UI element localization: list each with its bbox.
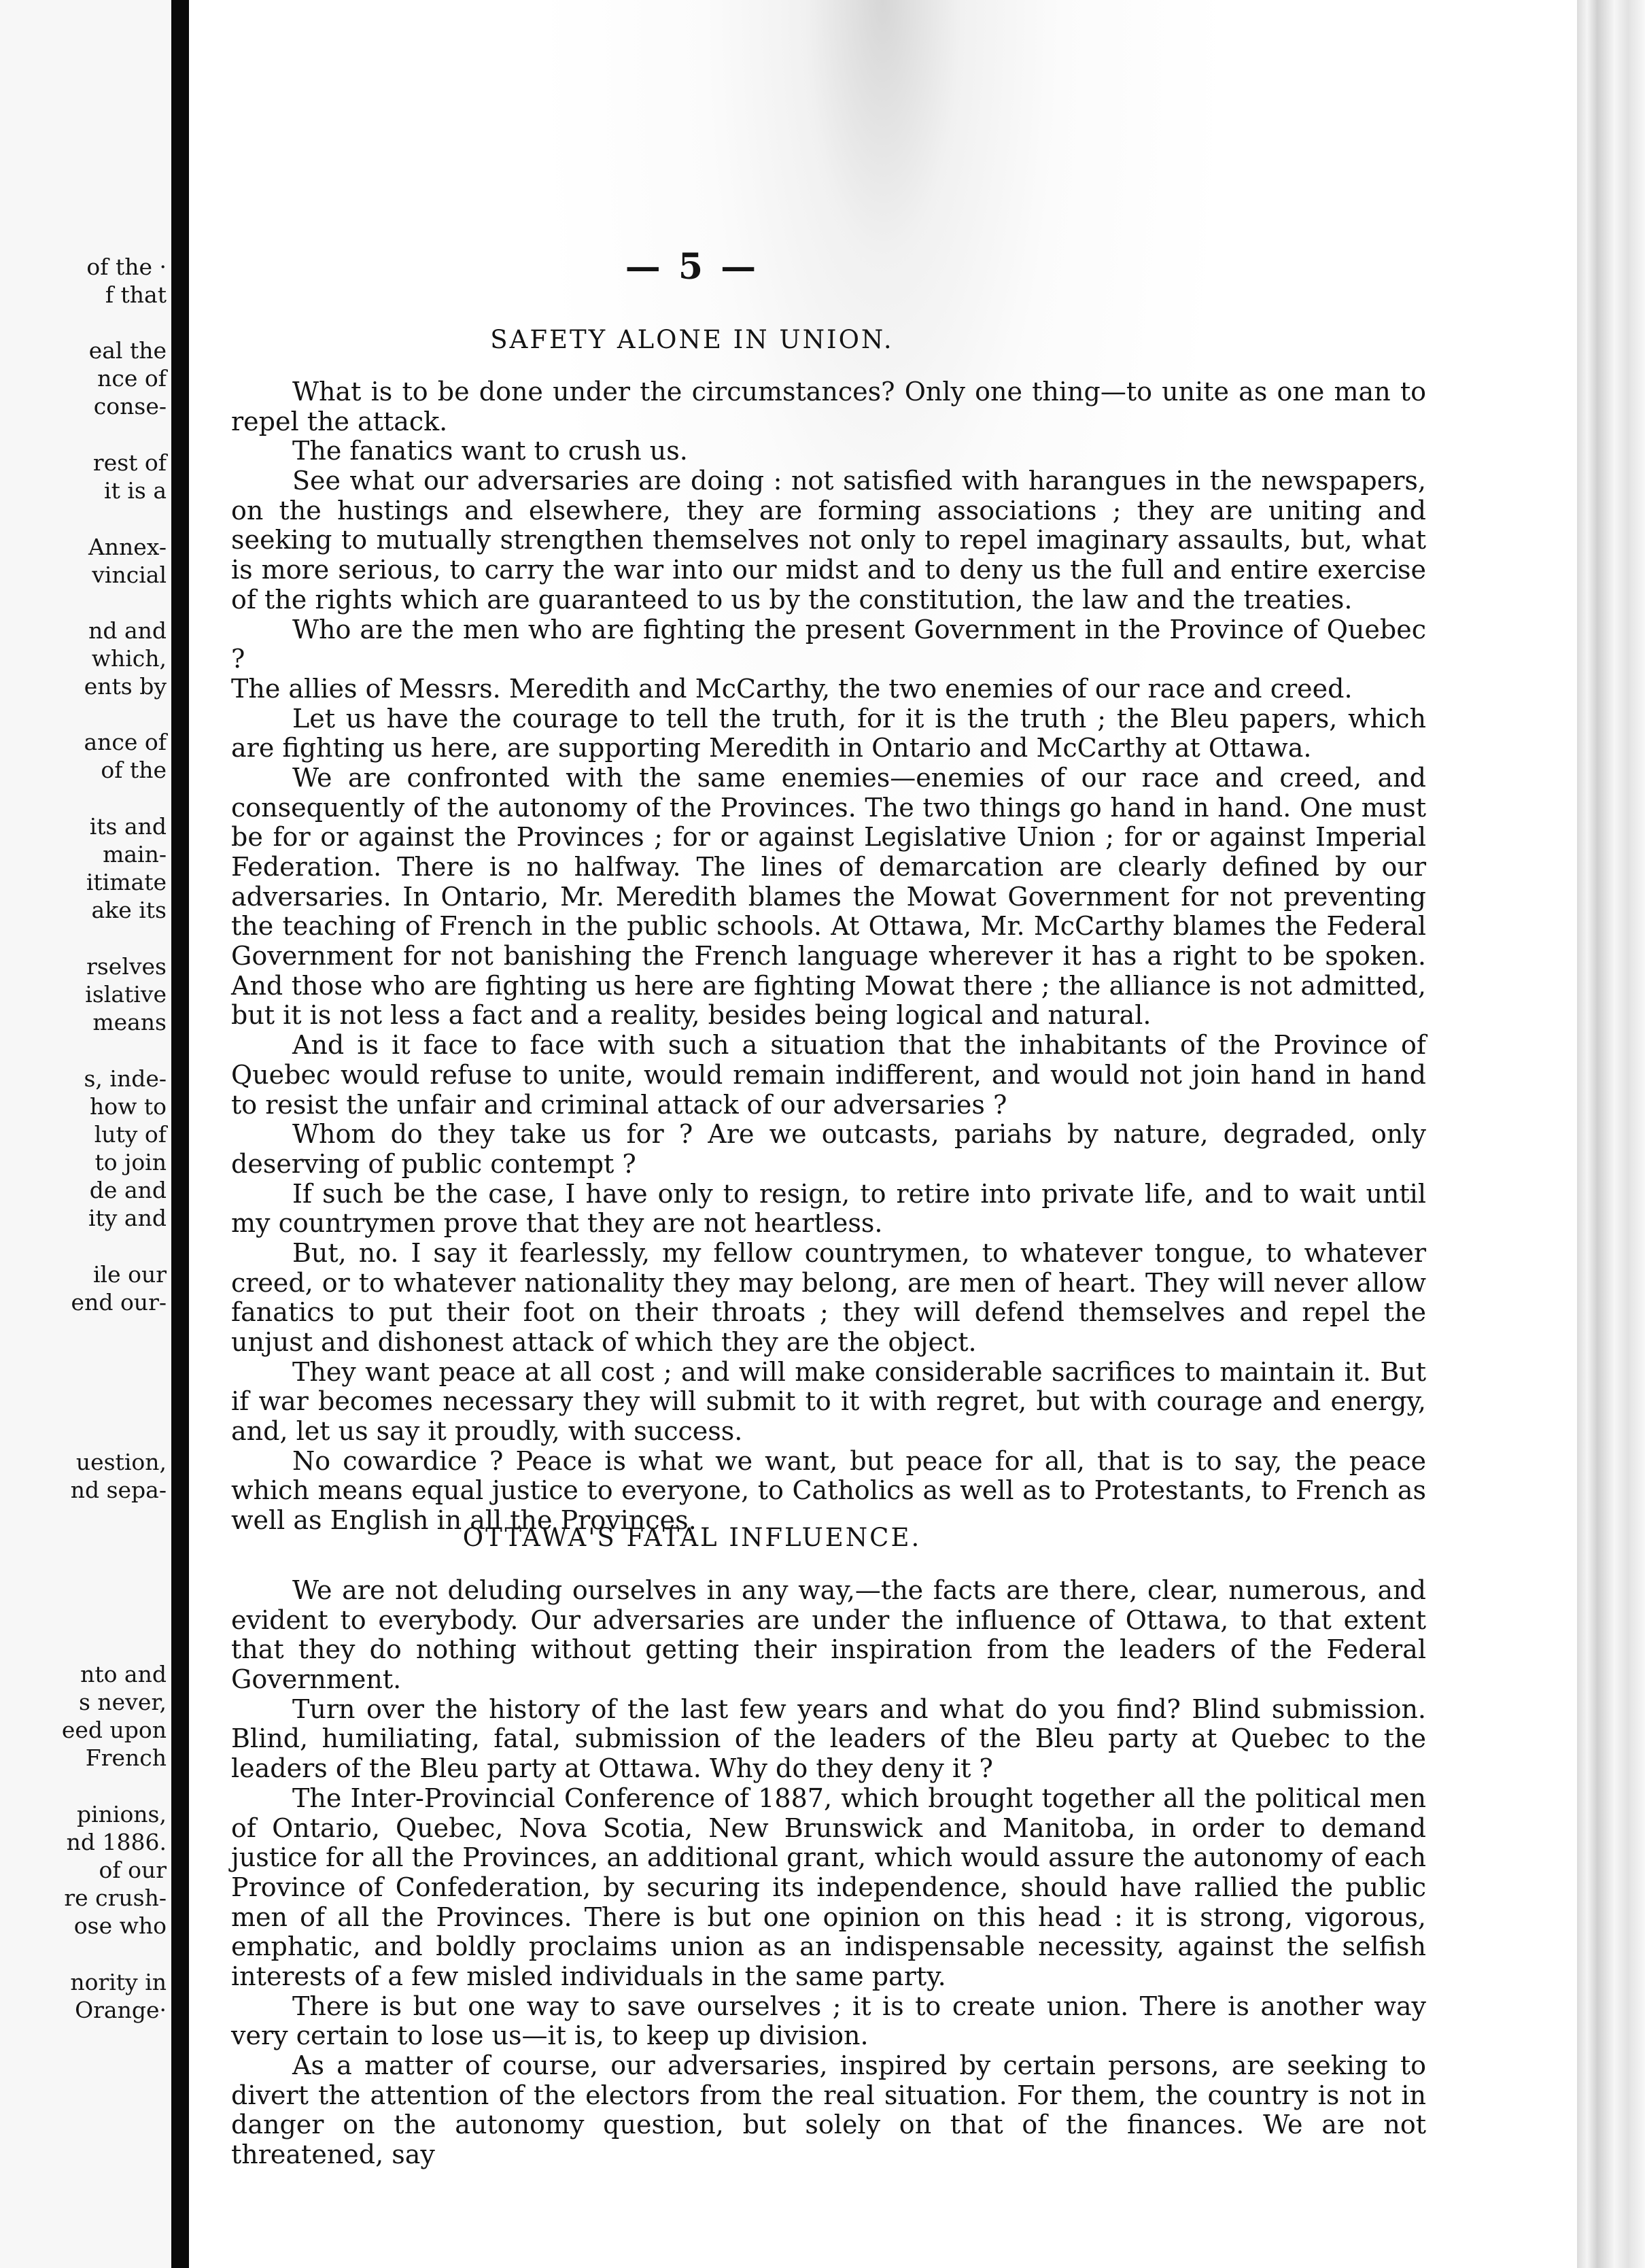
facing-page-line: ose who bbox=[73, 1912, 167, 1939]
facing-page-line: main- bbox=[103, 841, 167, 867]
facing-page-line: means bbox=[92, 1009, 167, 1035]
section-body-ottawa bbox=[231, 1576, 1426, 2170]
facing-page-line: Orange· bbox=[75, 1997, 167, 2023]
facing-page-line: ile our bbox=[92, 1261, 167, 1288]
facing-page-line: ake its bbox=[91, 897, 167, 923]
facing-page-line: conse- bbox=[93, 393, 167, 419]
paragraph: We are confronted with the same enemies—enemies of our race and creed, and consequently of the autonomy of the Provinces. The two things go hand in hand. One must be for or against the Provinces ; for or against Legislative Union ; for or against Imperial Federation. There is no halfway. The lines of demarcation are clearly defined by our adversaries. In Ontario, Mr. Meredith blames the Mowat Government for not preventing the teaching of French in the public schools. At Ottawa, Mr. McCarthy blames the Federal Government for not banishing the French language wherever it has a right to be spoken. And those who are fighting us here are fighting Mowat there ; the alliance is not admitted, but it is not less a fact and a reality, besides being logical and natural. bbox=[231, 762, 1426, 1031]
facing-page-line: rselves bbox=[86, 953, 167, 980]
facing-page-line: nto and bbox=[80, 1661, 167, 1687]
section-heading-ottawa: OTTAWA'S FATAL INFLUENCE. bbox=[462, 1523, 922, 1552]
page-number: — 5 — bbox=[625, 246, 759, 288]
section-heading-safety: SAFETY ALONE IN UNION. bbox=[490, 325, 894, 354]
facing-page-line: uestion, bbox=[75, 1449, 167, 1475]
section-body-safety bbox=[231, 377, 1426, 1536]
facing-page-line: nd and bbox=[88, 617, 167, 644]
paragraph: See what our adversaries are doing : not satisfied with harangues in the newspapers, on the hustings and elsewhere, they are forming associations ; they are uniting and seeking to mutually strengthen themselves not only to repel imaginary assaults, but, what is more serious, to carry the war into our midst and to deny us the full and entire exercise of the rights which are guaranteed to us by the constitution, the law and the treaties. bbox=[231, 466, 1426, 615]
facing-page-line: islative bbox=[85, 981, 167, 1008]
paragraph: The allies of Messrs. Meredith and McCarthy, the two enemies of our race and creed. bbox=[231, 673, 1353, 704]
paragraph: No cowardice ? Peace is what we want, but peace for all, that is to say, the peace which means equal justice to everyone, to Catholics as well as to Protestants, to French as well as English in all the Provinces. bbox=[231, 1445, 1426, 1536]
facing-page-line: s never, bbox=[78, 1689, 167, 1715]
book-gutter bbox=[171, 0, 189, 2268]
paragraph: Whom do they take us for ? Are we outcasts, pariahs by nature, degraded, only deserving of public contempt ? bbox=[231, 1119, 1426, 1179]
facing-page-line: nority in bbox=[70, 1969, 167, 1995]
facing-page-line: rest of bbox=[92, 449, 167, 476]
facing-page-line: which, bbox=[91, 645, 167, 672]
facing-page-line: de and bbox=[89, 1177, 167, 1203]
paragraph: Who are the men who are fighting the present Government in the Province of Quebec ? bbox=[231, 614, 1426, 674]
facing-page-line: its and bbox=[89, 813, 167, 840]
facing-page-line: of the bbox=[101, 757, 167, 783]
paragraph: The Inter-Provincial Conference of 1887, which brought together all the political men of Ontario, Quebec, Nova Scotia, New Brunswick and Manitoba, in order to demand justice for all the Provinces, an additional grant, which would assure the autonomy of each Province of Confederation, by securing its independence, should have rallied the public men of all the Provinces. There is but one opinion on this head : it is strong, vigorous, emphatic, and boldly proclaims union as an indispensable necessity, against the selfish interests of a few misled individuals in the same party. bbox=[231, 1783, 1426, 1991]
facing-page-line: ance of bbox=[84, 729, 167, 755]
facing-page-line: Annex- bbox=[88, 534, 167, 560]
paragraph: There is but one way to save ourselves ; it is to create union. There is another way very certain to lose us—it is, to keep up division. bbox=[231, 1991, 1426, 2051]
facing-page-line: French bbox=[85, 1745, 167, 1771]
paragraph: They want peace at all cost ; and will make considerable sacrifices to maintain it. But if war becomes necessary they will submit to it with regret, but with courage and energy, and, let us say it proudly, with success. bbox=[231, 1356, 1426, 1447]
facing-page-line: of the · bbox=[86, 254, 167, 280]
facing-page-line: ents by bbox=[84, 673, 167, 700]
paragraph: Turn over the history of the last few years and what do you find? Blind submission. Blind, humiliating, fatal, submission of the leaders of the Bleu party at Quebec to the leaders of the Bleu party at Ottawa. Why do they deny it ? bbox=[231, 1694, 1426, 1784]
facing-page-line: vincial bbox=[92, 562, 167, 588]
page bbox=[189, 0, 1577, 2268]
facing-page-line: of our bbox=[99, 1857, 167, 1883]
facing-page-line: nce of bbox=[97, 365, 167, 392]
facing-page-fragment bbox=[0, 0, 171, 2268]
facing-page-line: pinions, bbox=[76, 1801, 167, 1827]
paragraph: As a matter of course, our adversaries, inspired by certain persons, are seeking to divert the attention of the electors from the real situation. For them, the country is not in danger on the autonomy question, but solely on that of the finances. We are not threatened, say bbox=[231, 2050, 1426, 2170]
facing-page-line: nd sepa- bbox=[70, 1477, 167, 1503]
facing-page-line: itimate bbox=[86, 869, 167, 895]
paragraph: If such be the case, I have only to resign, to retire into private life, and to wait until my countrymen prove that they are not heartless. bbox=[231, 1178, 1426, 1239]
facing-page-line: luty of bbox=[94, 1121, 167, 1148]
facing-page-line: s, inde- bbox=[84, 1065, 167, 1092]
paragraph: Let us have the courage to tell the truth, for it is the truth ; the Bleu papers, which are fighting us here, are supporting Meredith in Ontario and McCarthy at Ottawa. bbox=[231, 703, 1426, 763]
facing-page-line: ity and bbox=[88, 1205, 167, 1231]
facing-page-line: nd 1886. bbox=[66, 1829, 167, 1855]
paragraph: The fanatics want to crush us. bbox=[292, 436, 688, 466]
facing-page-line: to join bbox=[94, 1149, 167, 1175]
facing-page-line: f that bbox=[105, 281, 167, 308]
facing-page-line: end our- bbox=[71, 1289, 167, 1316]
facing-page-line: re crush- bbox=[64, 1885, 167, 1911]
paragraph: What is to be done under the circumstances? Only one thing—to unite as one man to repel the attack. bbox=[231, 377, 1426, 436]
paragraph: We are not deluding ourselves in any way,—the facts are there, clear, numerous, and evident to everybody. Our adversaries are under the influence of Ottawa, to that extent that they do nothing without getting their inspiration from the leaders of the Federal Government. bbox=[231, 1575, 1426, 1695]
paragraph: But, no. I say it fearlessly, my fellow countrymen, to whatever tongue, to whatever creed, or to whatever nationality they may belong, are men of heart. They will never allow fanatics to put their foot on their throats ; they will defend themselves and repel the unjust and dishonest attack of which they are the object. bbox=[231, 1237, 1426, 1357]
facing-page-line: how to bbox=[90, 1093, 167, 1120]
facing-page-line: eal the bbox=[88, 337, 167, 364]
facing-page-line: eed upon bbox=[61, 1717, 167, 1743]
facing-page-line: it is a bbox=[104, 477, 167, 504]
page-edges bbox=[1577, 0, 1645, 2268]
paragraph: And is it face to face with such a situation that the inhabitants of the Province of Quebec would refuse to unite, would remain indifferent, and would not join hand in hand to resist the unfair and criminal attack of our adversaries ? bbox=[231, 1030, 1426, 1120]
